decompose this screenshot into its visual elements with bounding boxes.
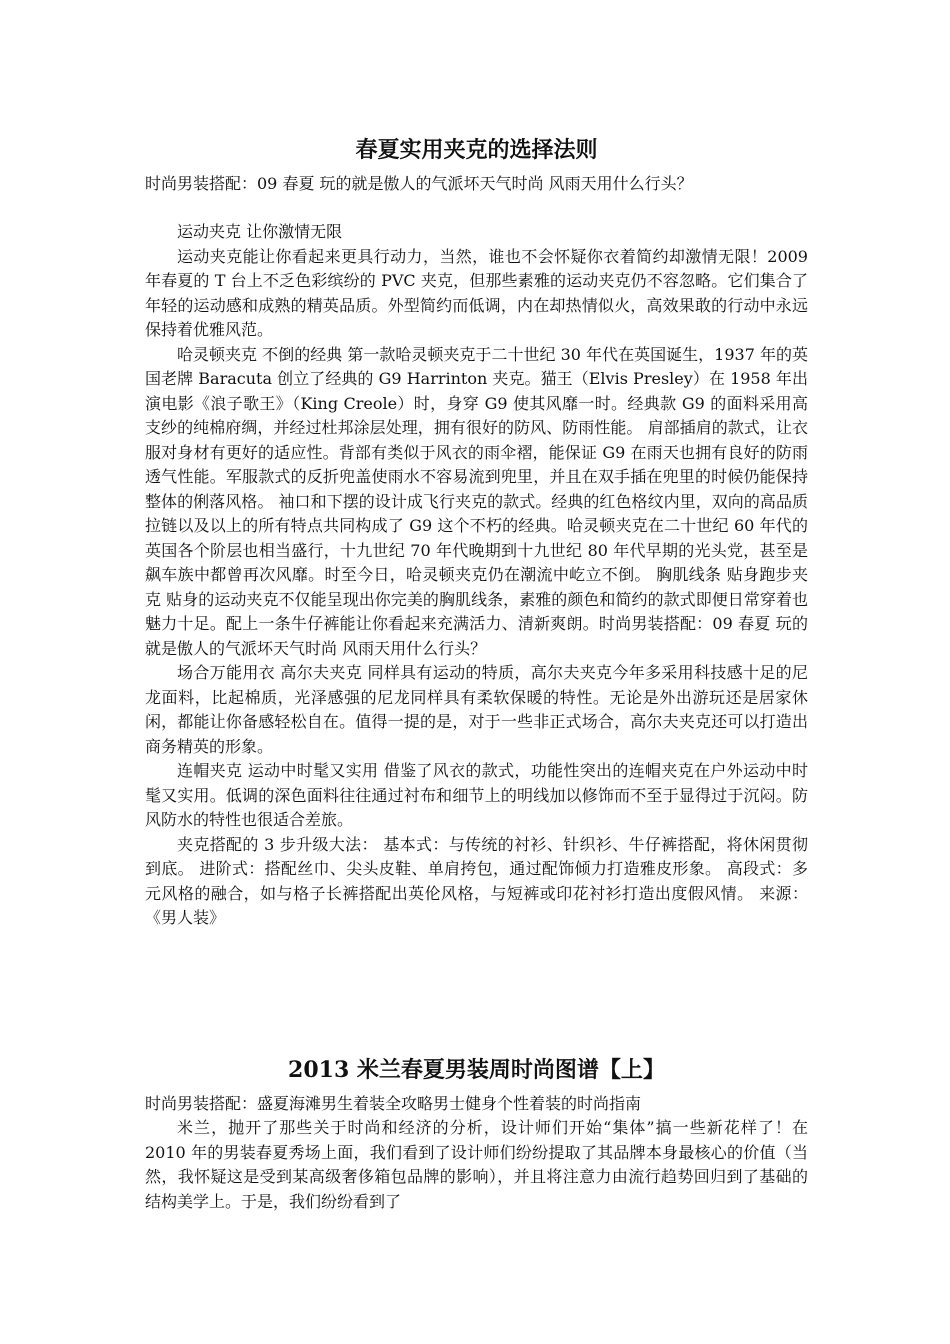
article-subtitle: 时尚男装搭配：盛夏海滩男生着装全攻略男士健身个性着装的时尚指南: [145, 1094, 642, 1113]
spacer: [145, 196, 808, 220]
paragraph: 连帽夹克 运动中时髦又实用 借鉴了风衣的款式，功能性突出的连帽夹克在户外运动中时髦又实用。低调的深色面料往往通过衬布和细节上的明线加以修饰而不至于显得过于沉闷。防风防水的特性也很适合差旅。: [145, 761, 808, 829]
article-jackets: [145, 134, 808, 931]
paragraph: 夹克搭配的 3 步升级大法： 基本式：与传统的衬衫、针织衫、牛仔裤搭配，将休闲贯彻到底。 进阶式：搭配丝巾、尖头皮鞋、单肩挎包，通过配饰倾力打造雅皮形象。 高段式：多元风格的融合，如与格子长裤搭配出英伦风格，与短裤或印花衬衫打造出度假风情。 来源：《男人装》: [145, 834, 808, 927]
paragraph: 运动夹克能让你看起来更具行动力，当然，谁也不会怀疑你衣着简约却激情无限！2009 年春夏的 T 台上不乏色彩缤纷的 PVC 夹克，但那些素雅的运动夹克仍不容忽略。它们集合了年轻的运动感和成熟的精英品质。外型简约而低调，内在却热情似火，高效果敢的行动中永远保持着优雅风范。: [145, 246, 808, 339]
paragraph: 哈灵顿夹克 不倒的经典 第一款哈灵顿夹克于二十世纪 30 年代在英国诞生，1937 年的英国老牌 Baracuta 创立了经典的 G9 Harrinton 夹克。猫王（Elvis Presley）在 1958 年出演电影《浪子歌王》（King Creole）时，身穿 G9 使其风靡一时。经典款 G9 的面料采用高支纱的纯棉府绸，并经过杜邦涂层处理，拥有很好的防风、防雨性能。 肩部插肩的款式，让衣服对身材有更好的适应性。背部有类似于风衣的雨伞褶，能保证 G9 在雨天也拥有良好的防雨透气性能。军服款式的反折兜盖使雨水不容易流到兜里，并且在双手插在兜里的时候仍能保持整体的俐落风格。 袖口和下摆的设计成飞行夹克的款式。经典的红色格纹内里，双向的高品质拉链以及以上的所有特点共同构成了 G9 这个不朽的经典。哈灵顿夹克在二十世纪 60 年代的英国各个阶层也相当盛行，十九世纪 70 年代晚期到十九世纪 80 年代早期的光头党，甚至是飙车族中都曾再次风靡。时至今日，哈灵顿夹克仍在潮流中屹立不倒。 胸肌线条 贴身跑步夹克 贴身的运动夹克不仅能呈现出你完美的胸肌线条，素雅的颜色和简约的款式即便日常穿着也魅力十足。配上一条牛仔裤能让你看起来充满活力、清新爽朗。时尚男装搭配：09 春夏 玩的就是傲人的气派坏天气时尚 风雨天用什么行头？: [145, 344, 808, 658]
paragraph: 米兰，抛开了那些关于时尚和经济的分析，设计师们开始“集体”搞一些新花样了！在 2010 年的男装春夏秀场上面，我们看到了设计师们纷纷提取了其品牌本身最核心的价值（当然，我怀疑这是受到某高级奢侈箱包品牌的影响），并且将注意力由流行趋势回归到了基础的结构美学上。于是，我们纷纷看到了: [145, 1118, 808, 1211]
article-title: 春夏实用夹克的选择法则: [355, 137, 598, 163]
paragraph: 场合万能用衣 高尔夫夹克 同样具有运动的特质，高尔夫夹克今年多采用科技感十足的尼龙面料，比起棉质，光泽感强的尼龙同样具有柔软保暖的特性。无论是外出游玩还是居家休闲，都能让你备感轻松自在。值得一提的是，对于一些非正式场合，高尔夫夹克还可以打造出商务精英的形象。: [145, 663, 808, 756]
article-title: 2013 米兰春夏男装周时尚图谱【上】: [288, 1057, 665, 1083]
section-title: 运动夹克 让你激情无限: [177, 222, 343, 241]
article-milan: [145, 1054, 808, 1214]
article-subtitle: 时尚男装搭配：09 春夏 玩的就是傲人的气派坏天气时尚 风雨天用什么行头？: [145, 174, 693, 193]
